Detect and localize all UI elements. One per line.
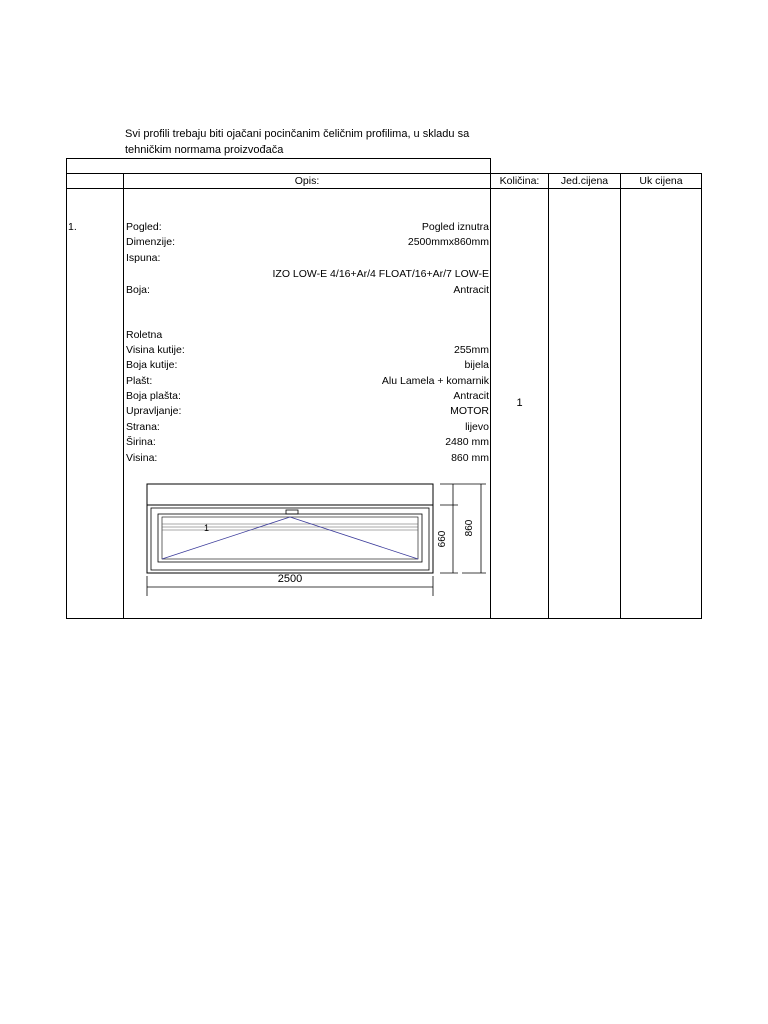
row-label-view: Pogled: [126, 221, 162, 233]
width-label: 2500 [277, 573, 303, 585]
shutter-label-curtain: Plašt: [126, 375, 153, 387]
outer-height-label: 860 [464, 519, 475, 537]
header-unit-price: Jed.cijena [560, 175, 609, 187]
shutter-title: Roletna [126, 329, 163, 341]
header-total-price: Uk cijena [639, 175, 683, 187]
shutter-label-height: Visina: [126, 452, 158, 464]
shutter-value-side: lijevo [465, 421, 489, 433]
shutter-value-control: MOTOR [450, 405, 489, 417]
row-value-glazing: IZO LOW-E 4/16+Ar/4 FLOAT/16+Ar/7 LOW-E [272, 268, 489, 280]
shutter-label-width: Širina: [126, 436, 156, 448]
header-quantity: Količina: [499, 175, 540, 187]
shutter-value-box-height: 255mm [453, 344, 489, 356]
handle-icon [286, 510, 298, 514]
row-value-color: Antracit [453, 284, 489, 296]
header-description: Opis: [294, 175, 320, 187]
shutter-value-box-color: bijela [464, 359, 489, 371]
shutter-value-curtain: Alu Lamela + komarnik [381, 375, 489, 387]
specification-note [125, 126, 505, 158]
item-quantity: 1 [516, 397, 523, 409]
inner-height-label: 660 [437, 530, 448, 548]
window-frame [147, 505, 433, 573]
shutter-value-curtain-color: Antracit [453, 390, 489, 402]
shutter-label-curtain-color: Boja plašta: [126, 390, 181, 402]
row-label-color: Boja: [126, 284, 150, 296]
sash [158, 514, 422, 562]
window-drawing [140, 478, 490, 603]
row-value-dimensions: 2500mmx860mm [407, 236, 489, 248]
opening-line-right [290, 517, 418, 559]
note-line-1: Svi profili trebaju biti ojačani pocinčanim čeličnim profilima, u skladu sa [125, 128, 470, 140]
shutter-value-height: 860 mm [451, 452, 489, 464]
glass-pane [162, 517, 418, 559]
row-value-view: Pogled iznutra [421, 221, 489, 233]
item-number: 1. [68, 221, 77, 233]
row-label-dimensions: Dimenzije: [126, 236, 176, 248]
shutter-label-box-color: Boja kutije: [126, 359, 178, 371]
pane-label: 1 [204, 523, 210, 533]
row-label-glazing: Ispuna: [126, 252, 161, 264]
shutter-label-control: Upravljanje: [126, 405, 182, 417]
shutter-value-width: 2480 mm [445, 436, 489, 448]
shutter-box [147, 484, 433, 505]
opening-line-left [162, 517, 290, 559]
shutter-label-side: Strana: [126, 421, 160, 433]
shutter-label-box-height: Visina kutije: [126, 344, 185, 356]
note-line-2: tehničkim normama proizvođača [125, 144, 284, 156]
